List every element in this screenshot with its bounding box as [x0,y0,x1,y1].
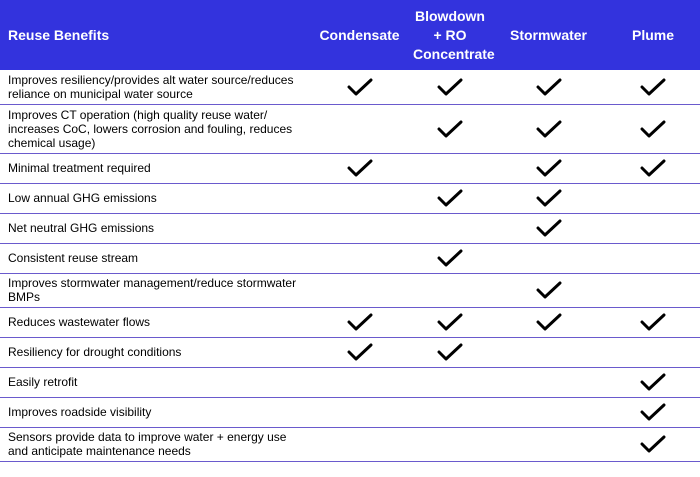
benefit-label: Sensors provide data to improve water + energy use and anticipate maintenance needs [0,427,310,461]
check-mark-icon [640,78,666,96]
check-cell [606,213,700,243]
check-cell [491,153,606,183]
check-mark-icon [536,120,562,138]
check-cell [606,153,700,183]
benefit-label: Reduces wastewater flows [0,307,310,337]
benefit-label: Improves stormwater management/reduce stormwater BMPs [0,273,310,307]
check-mark-icon [640,435,666,453]
table-row [0,104,700,153]
check-cell [310,337,409,367]
check-cell [606,397,700,427]
check-cell [310,153,409,183]
check-mark-icon [640,120,666,138]
check-cell [606,273,700,307]
check-mark-icon [536,159,562,177]
check-mark-icon [536,313,562,331]
check-cell [491,427,606,461]
check-mark-icon [640,159,666,177]
table-row [0,307,700,337]
table-row [0,70,700,104]
check-cell [310,427,409,461]
table-row [0,367,700,397]
check-mark-icon [536,281,562,299]
check-cell [409,183,491,213]
check-cell [491,183,606,213]
check-mark-icon [347,343,373,361]
check-cell [606,307,700,337]
table-row [0,153,700,183]
benefit-label: Consistent reuse stream [0,243,310,273]
check-cell [491,307,606,337]
benefit-label: Minimal treatment required [0,153,310,183]
check-cell [409,70,491,104]
check-cell [409,104,491,153]
check-cell [310,213,409,243]
check-mark-icon [347,159,373,177]
check-cell [491,397,606,427]
check-cell [491,367,606,397]
check-mark-icon [437,189,463,207]
benefit-label: Resiliency for drought conditions [0,337,310,367]
table-row [0,243,700,273]
check-mark-icon [437,78,463,96]
check-mark-icon [437,120,463,138]
check-cell [409,213,491,243]
check-cell [409,273,491,307]
benefit-label: Improves roadside visibility [0,397,310,427]
table-row [0,337,700,367]
check-mark-icon [640,403,666,421]
benefit-label: Improves CT operation (high quality reuse water/ increases CoC, lowers corrosion and fouling, reduces chemical usage) [0,104,310,153]
check-mark-icon [536,78,562,96]
check-cell [310,104,409,153]
check-mark-icon [536,219,562,237]
check-mark-icon [347,313,373,331]
check-cell [310,307,409,337]
check-mark-icon [347,78,373,96]
check-cell [606,337,700,367]
check-cell [409,307,491,337]
table-row [0,427,700,461]
check-cell [606,70,700,104]
header-condensate: Condensate [319,26,400,43]
benefit-label: Net neutral GHG emissions [0,213,310,243]
check-cell [409,367,491,397]
header-stormwater: Stormwater [509,26,588,43]
check-mark-icon [437,313,463,331]
check-cell [606,427,700,461]
check-cell [491,70,606,104]
check-cell [409,397,491,427]
check-mark-icon [437,249,463,267]
check-cell [606,104,700,153]
table-row [0,273,700,307]
header-blowdown-ro-concentrate: Blowdown + RO Concentrate [413,7,495,62]
check-cell [606,367,700,397]
check-cell [491,104,606,153]
check-mark-icon [536,189,562,207]
check-cell [491,273,606,307]
check-cell [310,397,409,427]
check-cell [310,183,409,213]
check-cell [409,243,491,273]
table-row [0,397,700,427]
table-row [0,183,700,213]
benefit-label: Easily retrofit [0,367,310,397]
check-cell [409,427,491,461]
check-mark-icon [640,313,666,331]
table-row [0,213,700,243]
check-cell [310,273,409,307]
check-cell [409,153,491,183]
check-cell [606,183,700,213]
check-cell [491,243,606,273]
header-plume: Plume [631,26,674,43]
header-row [0,0,700,70]
check-cell [310,367,409,397]
benefit-label: Low annual GHG emissions [0,183,310,213]
check-mark-icon [437,343,463,361]
check-cell [310,243,409,273]
header-reuse-benefits: Reuse Benefits [8,26,110,43]
check-cell [491,213,606,243]
check-cell [409,337,491,367]
check-cell [491,337,606,367]
check-mark-icon [640,373,666,391]
check-cell [310,70,409,104]
benefit-label: Improves resiliency/provides alt water source/reduces reliance on municipal water source [0,70,310,104]
check-cell [606,243,700,273]
